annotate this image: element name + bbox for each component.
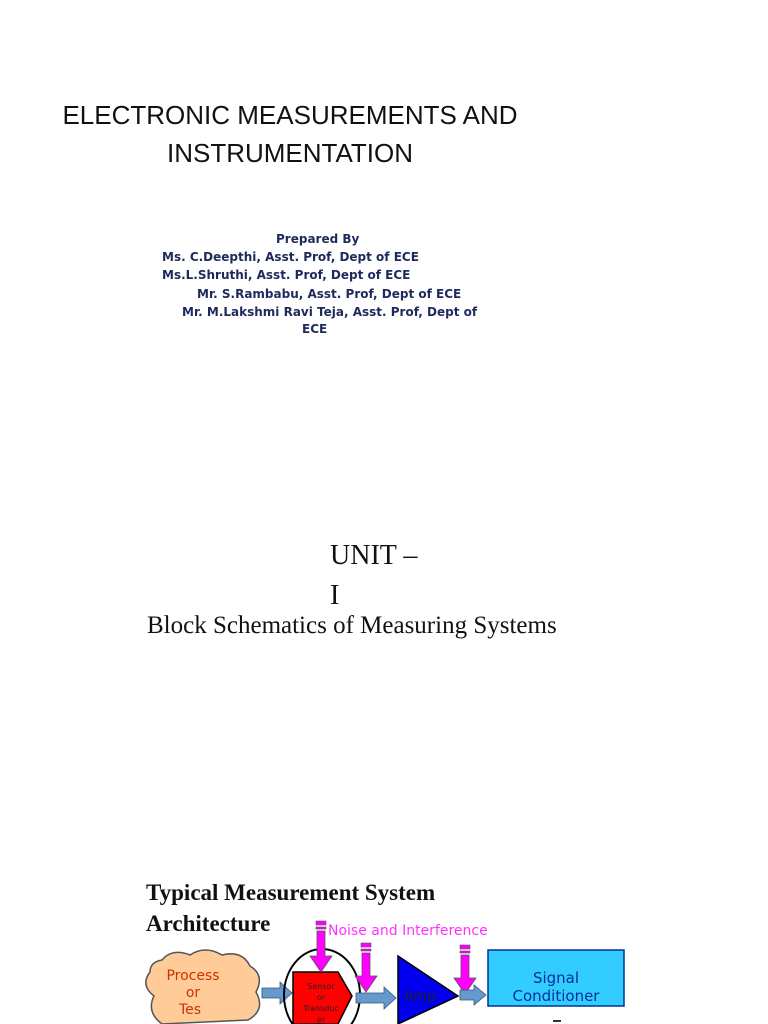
author-4: Mr. M.Lakshmi Ravi Teja, Asst. Prof, Dept of: [182, 305, 478, 319]
sensor-block: [293, 972, 352, 1024]
figure-title-line-2: Architecture: [146, 911, 271, 936]
process-label-2: or: [185, 985, 201, 1001]
sensor-label-4: er: [316, 1015, 326, 1024]
process-cloud: [146, 950, 260, 1024]
process-label-3: Tes: [178, 1002, 202, 1018]
noise-arrow-icon: [454, 945, 476, 994]
flow-arrow-icon: [356, 987, 396, 1009]
amp-label: Amp: [404, 989, 437, 1005]
signal-conditioner-block: [488, 950, 624, 1006]
author-4-continued: ECE: [302, 322, 328, 336]
conditioner-label-1: Signal: [532, 969, 580, 987]
author-2: Ms.L.Shruthi, Asst. Prof, Dept of ECE: [162, 268, 411, 282]
unit-heading-line-1: UNIT –: [330, 540, 418, 571]
author-3: Mr. S.Rambabu, Asst. Prof, Dept of ECE: [197, 287, 462, 301]
title-line-2: INSTRUMENTATION: [166, 138, 414, 168]
sensor-label-1: Sensor: [307, 982, 335, 991]
sensor-label-2: or: [316, 993, 326, 1002]
unit-subtitle: Block Schematics of Measuring Systems: [147, 612, 557, 639]
figure-title-line-1: Typical Measurement System: [146, 880, 436, 905]
amplifier-block: [398, 956, 458, 1024]
conditioner-label-2: Conditioner: [512, 987, 600, 1005]
unit-heading-line-2: I: [330, 580, 340, 611]
process-label-1: Process: [166, 968, 220, 984]
connector-mark: [553, 1020, 561, 1022]
author-1: Ms. C.Deepthi, Asst. Prof, Dept of ECE: [162, 250, 419, 264]
sensor-label-3: Transduc: [303, 1004, 339, 1013]
noise-interference-label: Noise and Interference: [328, 923, 488, 939]
title-line-1: ELECTRONIC MEASUREMENTS AND: [62, 100, 518, 130]
flow-arrow-icon: [262, 982, 292, 1004]
prepared-by-heading: Prepared By: [276, 232, 360, 246]
